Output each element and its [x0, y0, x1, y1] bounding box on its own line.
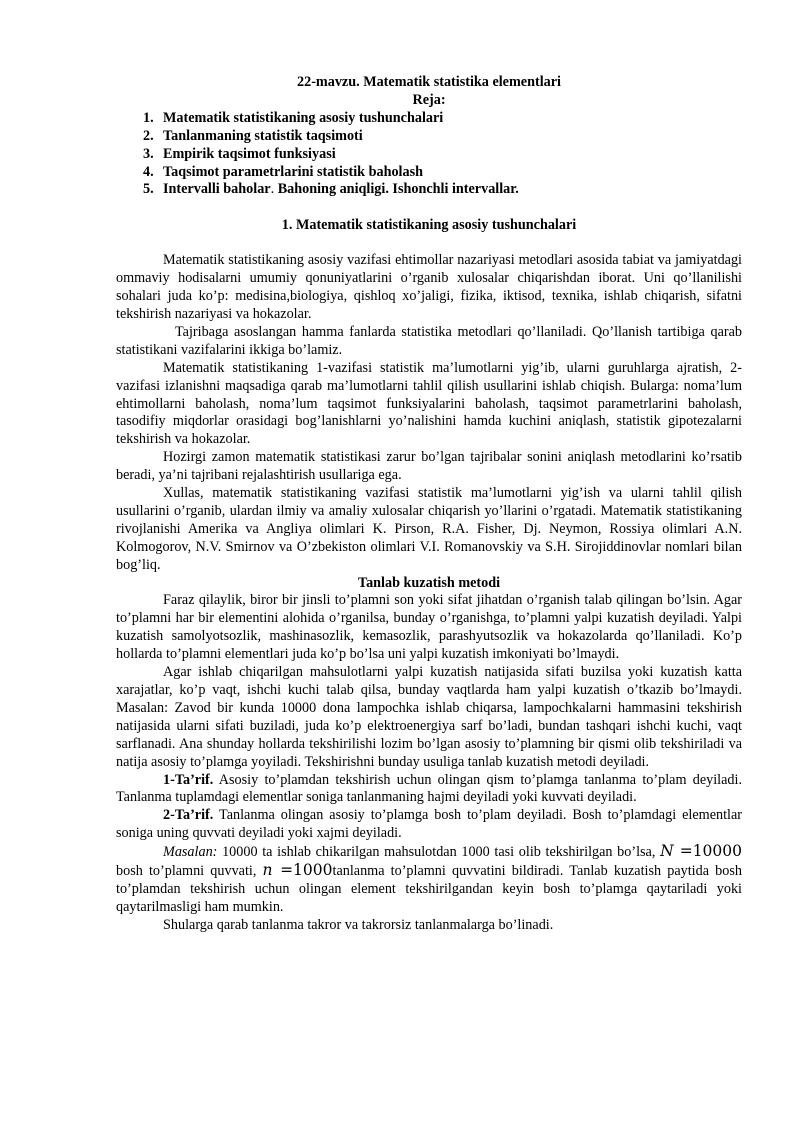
paragraph: Matematik statistikaning asosiy vazifasi ehtimollar nazariyasi metodlari asosida tabiat va jamiyatdagi ommaviy hodisalarni umumiy qonuniyatlarini o’rganib xulosalar chiqarishdan iborat. Uni qo’llanilishi sohalari juda ko’p: medisina,biologiya, qishloq xo’jaligi, fizika, iktisod, texnika, ishlab chiqarish, sifatni tekshirish nazariyasi va hokazolar.: [116, 252, 742, 322]
formula-N: N =10000: [660, 842, 743, 861]
plan-item: 1. Matematik statistikaning asosiy tushunchalari: [143, 109, 444, 126]
plan-item: 4. Taqsimot parametrlarini statistik baholash: [143, 163, 424, 180]
subsection-heading: Tanlab kuzatish metodi: [357, 574, 501, 591]
example-paragraph: Masalan: 10000 ta ishlab chikarilgan mahsulotdan 1000 tasi olib tekshirilgan bo’lsa, N =10000 bosh to’plamni quvvati, n =1000tanlanma to’plamni quvvatini bildiradi. Tanlab kuzatish paytida bosh to’plamdan tekshirish uchun olingan element tekshirilgandan keyin bosh to’plamga qaytariladi yoki qaytarilmasligi ham mumkin.: [116, 842, 743, 915]
definition-label: 2-Ta’rif.: [163, 807, 214, 824]
plan-item: 3. Empirik taqsimot funksiyasi: [143, 145, 336, 162]
document-page: [116, 74, 742, 935]
paragraph: Hozirgi zamon matematik statistikasi zarur bo’lgan tajribalar sonini aniqlash metodlarini ko’rsatib beradi, ya’ni tajribani rejalashtirish usullariga ega.: [116, 449, 742, 484]
definition-2: 2-Ta’rif. Tanlanma olingan asosiy to’plamga bosh to’plam deyiladi. Bosh to’plamdagi elementlar soniga uning quvvati deyiladi yoki xajmi deyiladi.: [116, 807, 742, 842]
definition-label: 1-Ta’rif.: [163, 771, 214, 788]
plan-item: 2. Tanlanmaning statistik taqsimoti: [143, 127, 363, 144]
example-label: Masalan:: [163, 844, 218, 861]
paragraph: Xullas, matematik statistikaning vazifasi statistik ma’lumotlarni yig’ish va ularni tahlil qilish usullarini o’rganib, ulardan ilmiy va amaliy xulosalar chiqarish yo’llarini o’rgatadi. Matematik statistikaning rivojlanishi Amerika va Angliya olimlari K. Pirson, R.A. Fisher, Dj. Neymon, Rossiya olimlari A.N. Kolmogorov, N.V. Smirnov va O’zbekiston olimlari V.I. Romanovskiy va S.H. Sirojiddinovlar nomlari bilan bog’liq.: [116, 485, 742, 573]
paragraph: Shularga qarab tanlanma takror va takrorsiz tanlanmalarga bo’linadi.: [163, 916, 554, 933]
definition-1: 1-Ta’rif. Asosiy to’plamdan tekshirish uchun olingan qism to’plamga tanlanma to’plam deyiladi. Tanlanma tuplamdagi elementlar soniga tanlanmaning hajmi deyiladi yoki kuvvati deyiladi.: [116, 771, 742, 806]
formula-n: n =1000: [262, 861, 333, 880]
paragraph: Faraz qilaylik, biror bir jinsli to’plamni son yoki sifat jihatdan o’rganish talab qilingan bo’lsin. Agar to’plamni har bir elementini alohida o’rganilsa, bunday o’rganishga, to’plamni yalpi kuzatish deyiladi. Yalpi kuzatish samolyotsozlik, mashinasozlik, kemasozlik, parashyutsozlik va hokazolarda qo’llaniladi. Ko’p hollarda to’plamni elementlari juda ko’p bo’lsa uni yalpi kuzatish imkoniyati bo’lmaydi.: [116, 592, 742, 663]
section-heading: 1. Matematik statistikaning asosiy tushunchalari: [281, 217, 577, 234]
document-title: 22-mavzu. Matematik statistika elementlari: [297, 74, 561, 90]
paragraph: Matematik statistikaning 1-vazifasi statistik ma’lumotlarni yig’ib, ularni guruhlarga ajratish, 2-vazifasi izlanishni maqsadiga qarab ma’lumotlarni tahlil qilish usullarini ishlab chiqish. Bularga: noma’lum ehtimollarni baholash, noma’lum taqsimot funksiyalarini baholash, taqsimot parametrlarini baholash, tasodifiy miqdorlar orasidagi bog’lanishlarni yo’nalishini hamda kuchini aniqlash, statistik gipotezalarni tekshirish va hokazolar.: [116, 359, 742, 448]
plan-title: Reja:: [412, 91, 446, 108]
paragraph: Agar ishlab chiqarilgan mahsulotlarni yalpi kuzatish natijasida sifati buzilsa yoki kuzatish katta xarajatlar, ko’p vaqt, ishchi kuchi talab qilsa, bunday vaqtlarda ham yalpi kuzatish o’tkazib bo’lmaydi. Masalan: Zavod bir kunda 10000 dona lampochka ishlab chiqarsa, lampochkalarni hammasini tekshirish natijasida ularni sifati buziladi, juda ko’p elektroenergiya sarf bo’ladi, bundan tashqari ishchi kuchi, vaqt sarflanadi. Ana shunday hollarda tekshirilishi lozim bo’lgan asosiy to’plamning bir qismi olib tekshiriladi va natija asosiy to’plamga yoyiladi. Tekshirishni bunday usuliga tanlab kuzatish metodi deyiladi.: [116, 664, 742, 770]
paragraph: Tajribaga asoslangan hamma fanlarda statistika metodlari qo’llaniladi. Qo’llanish tartibiga qarab statistikani vazifalarini ikkiga bo’lamiz.: [116, 323, 742, 358]
plan-item: 5. Intervalli baholar. Bahoning aniqligi. Ishonchli intervallar.: [143, 181, 519, 198]
plan-list: [116, 110, 742, 200]
